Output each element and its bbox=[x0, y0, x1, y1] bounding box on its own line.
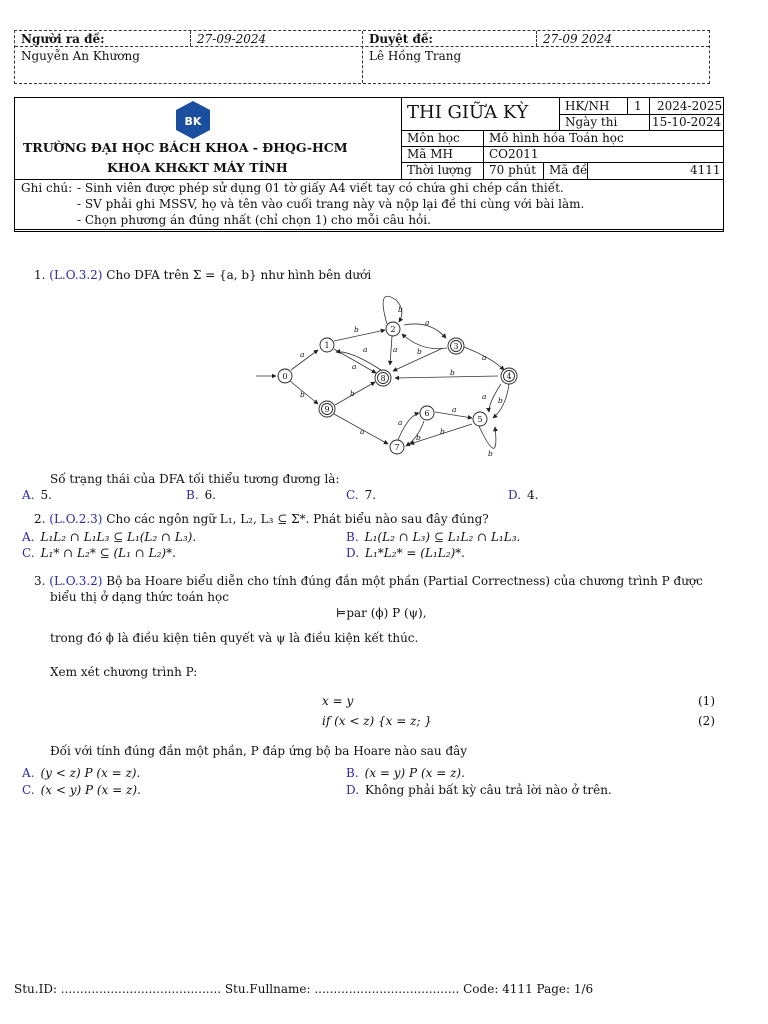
question-3-stem-cont: biểu thị ở dạng thức toán học bbox=[50, 590, 229, 604]
school-name: TRƯỜNG ĐẠI HỌC BÁCH KHOA - ĐHQG-HCM bbox=[23, 140, 348, 155]
svg-text:a: a bbox=[300, 350, 305, 359]
author-name: Nguyễn An Khương bbox=[21, 49, 140, 63]
dfa-state-7: 7 bbox=[394, 443, 400, 452]
q3-option-b[interactable]: B. (x = y) P (x = z). bbox=[346, 766, 465, 780]
dfa-state-5: 5 bbox=[477, 415, 483, 424]
svg-text:a: a bbox=[398, 418, 403, 427]
q3-option-c[interactable]: C. (x < y) P (x = z). bbox=[22, 783, 141, 797]
notes-label: Ghi chú: bbox=[21, 181, 73, 195]
program-line-1: x = y bbox=[322, 694, 354, 708]
svg-text:b: b bbox=[300, 390, 305, 399]
svg-text:b: b bbox=[450, 368, 455, 377]
course-code-value: CO2011 bbox=[489, 147, 539, 161]
question-2-stem: 2. (L.O.2.3) Cho các ngôn ngữ L₁, L₂, L₃ ⊆ Σ*. Phát biểu nào sau đây đúng? bbox=[34, 512, 489, 526]
question-1-stem: 1. (L.O.3.2) Cho DFA trên Σ = {a, b} như hình bên dưới bbox=[34, 268, 372, 282]
program-line-1-number: (1) bbox=[698, 694, 715, 708]
svg-text:a: a bbox=[425, 318, 430, 327]
svg-text:a: a bbox=[360, 427, 365, 436]
reviewer-label: Duyệt đề: bbox=[369, 32, 433, 46]
q1-option-a[interactable]: A. 5. bbox=[22, 488, 52, 502]
svg-text:a: a bbox=[482, 353, 487, 362]
logo-text: BK bbox=[184, 115, 202, 128]
svg-text:a: a bbox=[452, 405, 457, 414]
reviewer-name: Lê Hồng Trang bbox=[369, 49, 462, 63]
exam-code-value: 4111 bbox=[690, 163, 721, 177]
program-line-2-number: (2) bbox=[698, 714, 715, 728]
reviewer-date: 27-09 2024 bbox=[543, 32, 612, 46]
exam-title: THI GIỮA KỲ bbox=[407, 102, 529, 123]
university-logo bbox=[173, 100, 213, 140]
q2-option-a[interactable]: A. L₁L₂ ∩ L₁L₃ ⊆ L₁(L₂ ∩ L₃). bbox=[22, 530, 197, 544]
page-footer: Stu.ID: .......................................... Stu.Fullname: ...................................... Code: 4111 Page: 1/6 bbox=[14, 982, 594, 996]
date-value: 15-10-2024 bbox=[652, 115, 722, 129]
faculty-name: KHOA KH&KT MÁY TÍNH bbox=[107, 160, 288, 175]
svg-text:a: a bbox=[482, 392, 487, 401]
question-3-stem: 3. (L.O.3.2) Bộ ba Hoare biểu diễn cho tính đúng đắn một phần (Partial Correctness) của chương trình P được bbox=[34, 574, 703, 588]
q2-option-c[interactable]: C. L₁* ∩ L₂* ⊆ (L₁ ∩ L₂)*. bbox=[22, 546, 176, 560]
dfa-state-6: 6 bbox=[424, 409, 430, 418]
duration-label: Thời lượng bbox=[407, 163, 472, 177]
question-1-prompt: Số trạng thái của DFA tối thiểu tương đương là: bbox=[50, 472, 340, 486]
author-reviewer-box bbox=[14, 30, 710, 84]
note-1: - Sinh viên được phép sử dụng 01 tờ giấy A4 viết tay có chứa ghi chép cần thiết. bbox=[77, 181, 564, 195]
svg-text:b: b bbox=[416, 433, 421, 442]
dfa-state-1: 1 bbox=[324, 341, 330, 350]
question-3-program-intro: Xem xét chương trình P: bbox=[50, 665, 198, 679]
svg-text:b: b bbox=[440, 427, 445, 436]
date-label: Ngày thi bbox=[565, 115, 618, 129]
author-date: 27-09-2024 bbox=[197, 32, 267, 46]
q1-option-d[interactable]: D. 4. bbox=[508, 488, 539, 502]
hoare-formula: ⊨par (ϕ) P (ψ), bbox=[336, 606, 427, 620]
dfa-state-9: 9 bbox=[324, 405, 330, 414]
svg-text:a: a bbox=[363, 345, 368, 354]
svg-text:a: a bbox=[352, 362, 357, 371]
hk-value: 1 bbox=[634, 99, 642, 113]
question-3-conditions: trong đó ϕ là điều kiện tiên quyết và ψ là điều kiện kết thúc. bbox=[50, 631, 419, 645]
subject-label: Môn học bbox=[407, 131, 460, 145]
q1-option-b[interactable]: B. 6. bbox=[186, 488, 217, 502]
program-line-2: if (x < z) {x = z; } bbox=[322, 714, 432, 728]
subject-value: Mô hình hóa Toán học bbox=[489, 131, 624, 145]
question-3-prompt: Đối với tính đúng đắn một phần, P đáp ứng bộ ba Hoare nào sau đây bbox=[50, 744, 468, 758]
q2-option-b[interactable]: B. L₁(L₂ ∩ L₃) ⊆ L₁L₂ ∩ L₁L₃. bbox=[346, 530, 521, 544]
author-label: Người ra đề: bbox=[21, 32, 105, 46]
exam-code-label: Mã đề bbox=[549, 163, 588, 177]
dfa-state-8: 8 bbox=[380, 374, 386, 383]
dfa-state-4: 4 bbox=[506, 372, 512, 381]
course-code-label: Mã MH bbox=[407, 147, 454, 161]
q1-option-c[interactable]: C. 7. bbox=[346, 488, 377, 502]
dfa-state-3: 3 bbox=[453, 342, 459, 351]
q3-option-a[interactable]: A. (y < z) P (x = z). bbox=[22, 766, 141, 780]
svg-text:b: b bbox=[354, 325, 359, 334]
note-3: - Chọn phương án đúng nhất (chỉ chọn 1) cho mỗi câu hỏi. bbox=[77, 213, 431, 227]
exam-info-table bbox=[14, 97, 724, 232]
note-2: - SV phải ghi MSSV, họ và tên vào cuối trang này và nộp lại đề thi cùng với bài làm. bbox=[77, 197, 585, 211]
svg-text:b: b bbox=[398, 305, 403, 314]
q2-option-d[interactable]: D. L₁*L₂* = (L₁L₂)*. bbox=[346, 546, 465, 560]
q3-option-d[interactable]: D. Không phải bất kỳ câu trả lời nào ở trên. bbox=[346, 783, 612, 797]
svg-text:b: b bbox=[488, 449, 493, 458]
year-value: 2024-2025 bbox=[657, 99, 723, 113]
svg-text:b: b bbox=[417, 347, 422, 356]
svg-text:b: b bbox=[350, 389, 355, 398]
svg-text:a: a bbox=[393, 345, 398, 354]
dfa-state-2: 2 bbox=[390, 325, 396, 334]
dfa-state-0: 0 bbox=[282, 372, 288, 381]
duration-value: 70 phút bbox=[489, 163, 537, 177]
dfa-diagram bbox=[250, 292, 530, 462]
svg-text:b: b bbox=[498, 396, 503, 405]
hk-label: HK/NH bbox=[565, 99, 610, 113]
